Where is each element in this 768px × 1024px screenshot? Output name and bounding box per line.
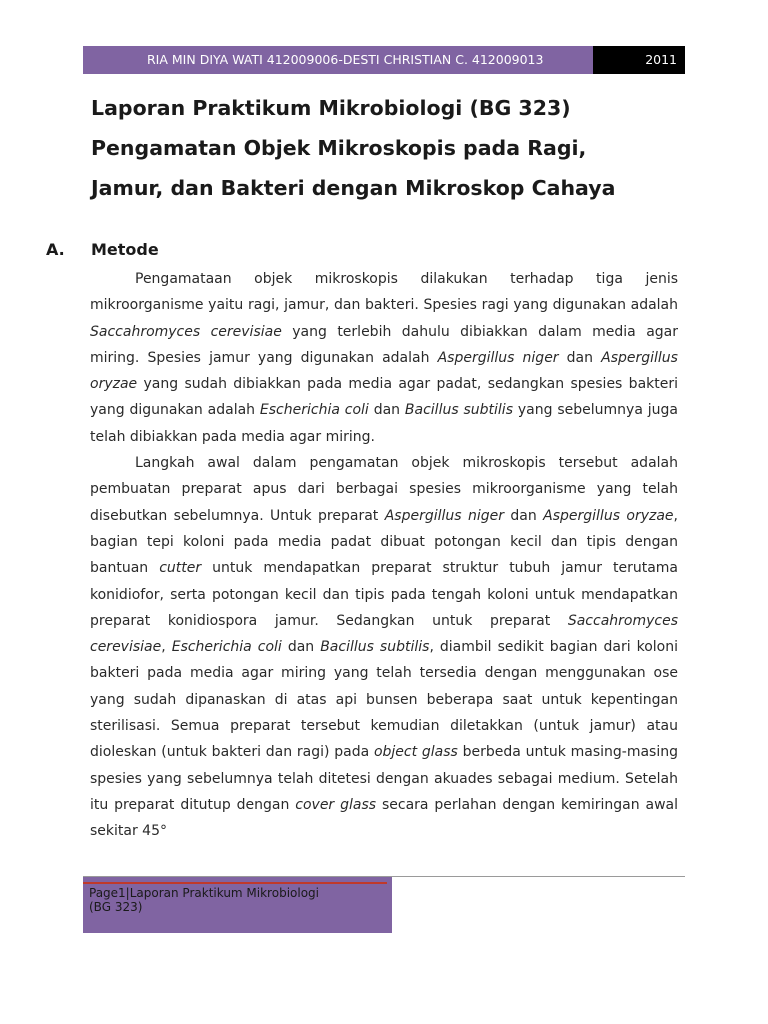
species-name: Aspergillus niger xyxy=(437,349,559,366)
species-name: Saccahromyces cerevisiae xyxy=(90,612,678,656)
text-run: , bagian tepi koloni pada media padat dibuat potongan kecil dan tipis dengan bantuan xyxy=(90,507,678,577)
text-run: , xyxy=(161,639,172,656)
header-year: 2011 xyxy=(593,46,685,74)
text-run: Pengamataan objek mikroskopis dilakukan terhadap tiga jenis mikroorganisme yaitu ragi, jamur, dan bakteri. Spesies ragi yang digunakan adalah xyxy=(90,271,678,314)
footer-accent-line xyxy=(83,882,387,884)
section-heading xyxy=(46,238,646,262)
italic-term: cover glass xyxy=(295,796,377,813)
body-text xyxy=(90,266,678,845)
text-run: yang sebelumnya juga telah dibiakkan pada media agar miring. xyxy=(90,402,678,445)
italic-term: object glass xyxy=(373,744,458,761)
species-name: Escherichia coli xyxy=(259,402,369,419)
title-line-3: Jamur, dan Bakteri dengan Mikroskop Cahaya xyxy=(91,176,616,200)
section-number: A. xyxy=(46,240,65,259)
text-run: yang terlebih dahulu dibiakkan dalam media agar miring. Spesies jamur yang digunakan adalah xyxy=(90,323,678,366)
text-run: yang sudah dibiakkan pada media agar padat, sedangkan spesies bakteri yang digunakan adalah xyxy=(90,376,678,419)
text-run: dan xyxy=(503,507,544,524)
text-run: berbeda untuk masing-masing spesies yang sebelumnya telah ditetesi dengan akuades sebagai medium. Setelah itu preparat ditutup dengan xyxy=(90,744,678,813)
page-footer xyxy=(83,877,392,933)
paragraph-1 xyxy=(90,266,678,450)
text-run: untuk mendapatkan preparat struktur tubuh jamur terutama konidiofor, serta potongan kecil dan tipis pada tengah koloni untuk mendapatkan preparat konidiospora jamur. Sedangkan untuk preparat xyxy=(90,560,678,629)
footer-text xyxy=(89,886,379,914)
text-run: secara perlahan dengan kemiringan awal sekitar 45° xyxy=(90,796,679,840)
species-name: Aspergillus niger xyxy=(384,507,504,524)
section-title: Metode xyxy=(91,240,159,259)
species-name: Escherichia coli xyxy=(171,639,282,656)
text-run: Langkah awal dalam pengamatan objek mikroskopis tersebut adalah pembuatan preparat apus dari berbagai spesies mikroorganisme yang telah disebutkan sebelumnya. Untuk preparat xyxy=(90,455,678,524)
title-line-1: Laporan Praktikum Mikrobiologi (BG 323) xyxy=(91,96,571,120)
text-run: dan xyxy=(281,639,321,656)
header-authors: RIA MIN DIYA WATI 412009006-DESTI CHRISTIAN C. 412009013 xyxy=(83,46,593,74)
species-name: Bacillus subtilis xyxy=(320,639,430,656)
text-run: , diambil sedikit bagian dari koloni bakteri pada media agar miring yang telah tersedia dengan menggunakan ose yang sudah dipanaskan di atas api bunsen beberapa saat untuk kepentingan sterilisasi. Semua preparat tersebut kemudian diletakkan (untuk jamur) atau dioleskan (untuk bakteri dan ragi) pada xyxy=(90,639,679,761)
text-run: dan xyxy=(558,349,602,366)
species-name: Aspergillus oryzae xyxy=(543,507,674,524)
title-line-2: Pengamatan Objek Mikroskopis pada Ragi, xyxy=(91,136,587,160)
page-header xyxy=(83,46,685,74)
italic-term: cutter xyxy=(159,560,202,577)
species-name: Saccahromyces cerevisiae xyxy=(90,323,282,340)
footer-line-1: Page1|Laporan Praktikum Mikrobiologi xyxy=(89,886,319,900)
text-run: dan xyxy=(368,402,405,419)
document-title xyxy=(91,88,691,208)
species-name: Aspergillus oryzae xyxy=(90,349,678,393)
species-name: Bacillus subtilis xyxy=(404,402,513,419)
footer-line-2: (BG 323) xyxy=(89,900,143,914)
paragraph-2 xyxy=(90,450,678,844)
